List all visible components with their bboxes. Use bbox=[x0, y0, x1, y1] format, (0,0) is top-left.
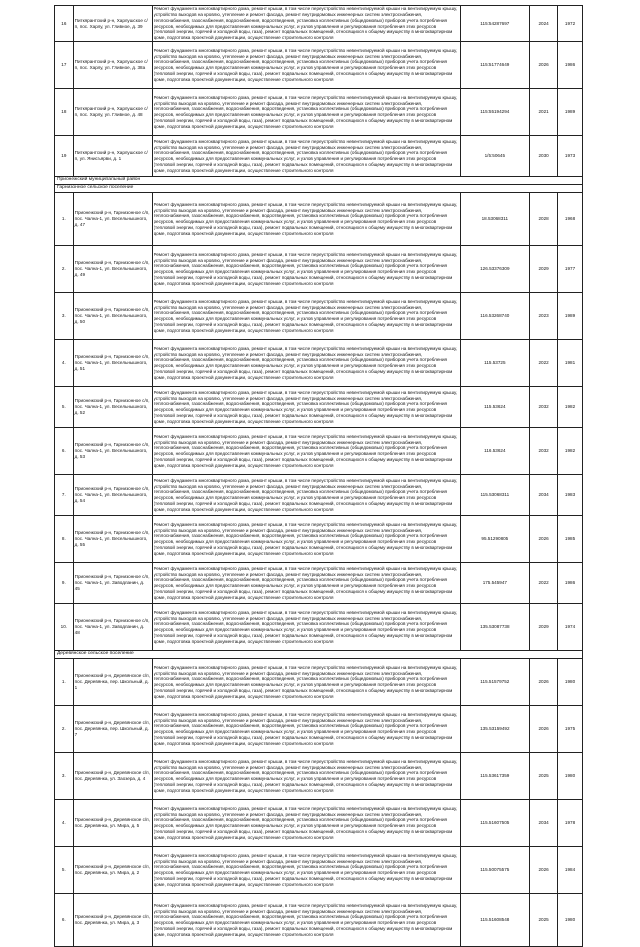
planned-year: 2026 bbox=[530, 659, 558, 706]
row-number: 1. bbox=[55, 659, 74, 706]
cost-value: 115.51607505 bbox=[460, 800, 530, 847]
planned-year: 2022 bbox=[530, 563, 558, 604]
cost-value: 115.51608548 bbox=[460, 894, 530, 947]
table-row bbox=[55, 475, 583, 516]
table-row bbox=[55, 428, 583, 475]
works-description bbox=[152, 428, 460, 475]
build-year: 1982 bbox=[558, 428, 583, 475]
house-address: Прионежский р-н, Деревянское с/п, пос. Деревянка, ул. Мира, д. 2 bbox=[73, 847, 152, 894]
works-description bbox=[152, 847, 460, 894]
table-row bbox=[55, 293, 583, 340]
works-description-text: Ремонт фундамента многоквартирного дома, ремонт крыши, в том числе переустройство невентилируемой крыши на вентилируемую крышу, устройство выходов на кровлю, утепление и ремонт фасада, ремонт внутридомовых инженерных систем электроснабжения, теплоснабжения, газоснабжения, водоснабжения, водоотведения, установка коллективных (общедомовых) приборов учета потребления ресурсов, необходимых для предоставления коммунальных услуг, и узлов управления и регулирования потребления этих ресурсов (тепловой энергии, горячей и холодной воды, газа), ремонт подвальных помещений, относящихся к общему имуществу в многоквартирном доме, подготовка проектной документации, осуществление строительного контроля bbox=[153, 521, 458, 556]
table-row bbox=[55, 604, 583, 651]
table-row bbox=[55, 516, 583, 563]
row-number: 18 bbox=[55, 89, 74, 136]
cost-value: 115:54287697 bbox=[460, 6, 530, 42]
build-year: 1975 bbox=[558, 706, 583, 753]
table-row bbox=[55, 42, 583, 89]
cost-value: 135.53159492 bbox=[460, 706, 530, 753]
house-address: Питкярантский р-н, Харлушское с/п, пос. Харлу, ул. Гливное, д. 38а bbox=[73, 42, 152, 89]
works-description-text: Ремонт фундамента многоквартирного дома, ремонт крыши, в том числе переустройство невентилируемой крыши на вентилируемую крышу, устройство выходов на кровлю, утепление и ремонт фасада, ремонт внутридомовых инженерных систем электроснабжения, теплоснабжения, газоснабжения, водоснабжения, водоотведения, установка коллективных (общедомовых) приборов учета потребления ресурсов, необходимых для предоставления коммунальных услуг, и узлов управления и регулирования потребления этих ресурсов (тепловой энергии, горячей и холодной воды, газа), ремонт подвальных помещений, относящихся к общему имуществу в многоквартирном доме, подготовка проектной документации, осуществление строительного контроля bbox=[153, 389, 458, 424]
build-year: 1973 bbox=[558, 136, 583, 177]
row-number: 5. bbox=[55, 387, 74, 428]
house-address: Прионежский р-н, Деревянское с/п, пос. Деревянка, пер. Школьный, д. 1 bbox=[73, 659, 152, 706]
house-address: Прионежский р-н, Гарнизонное с/п, пос. Чална-1, ул. Заводланин, д. 45 bbox=[73, 563, 152, 604]
build-year: 1986 bbox=[558, 563, 583, 604]
works-description bbox=[152, 42, 460, 89]
row-number: 3. bbox=[55, 753, 74, 800]
section-heading: Деревянское сельское поселение bbox=[55, 651, 583, 659]
works-description-text: Ремонт фундамента многоквартирного дома, ремонт крыши, в том числе переустройство невентилируемой крыши на вентилируемую крышу, устройство выходов на кровлю, утепление и ремонт фасада, ремонт внутридомовых инженерных систем электроснабжения, теплоснабжения, газоснабжения, водоснабжения, водоотведения, установка коллективных (общедомовых) приборов учета потребления ресурсов, необходимых для предоставления коммунальных услуг, и узлов управления и регулирования потребления этих ресурсов (тепловой энергии, горячей и холодной воды, газа), ремонт подвальных помещений, относящихся к общему имуществу в многоквартирном доме, подготовка проектной документации, осуществление строительного контроля bbox=[153, 298, 458, 333]
works-description-text: Ремонт фундамента многоквартирного дома, ремонт крыши, в том числе переустройство невентилируемой крыши на вентилируемую крышу, устройство выходов на кровлю, утепление и ремонт фасада, ремонт внутридомовых инженерных систем электроснабжения, теплоснабжения, газоснабжения, водоснабжения, водоотведения, установка коллективных (общедомовых) приборов учета потребления ресурсов, необходимых для предоставления коммунальных услуг, и узлов управления и регулирования потребления этих ресурсов (тепловой энергии, горячей и холодной воды, газа), ремонт подвальных помещений, относящихся к общему имуществу в многоквартирном доме, подготовка проектной документации, осуществление строительного контроля bbox=[153, 805, 458, 840]
row-number: 16 bbox=[55, 6, 74, 42]
build-year: 1982 bbox=[558, 387, 583, 428]
planned-year: 2034 bbox=[530, 475, 558, 516]
works-description bbox=[152, 659, 460, 706]
cost-value: 115.53617359 bbox=[460, 753, 530, 800]
table-row bbox=[55, 246, 583, 293]
table-row bbox=[55, 894, 583, 947]
house-address: Прионежский р-н, Гарнизонное с/п, пос. Чална-1, ул. Заводланин, д. 48 bbox=[73, 604, 152, 651]
capital-repair-register-table bbox=[54, 5, 583, 947]
planned-year: 2023 bbox=[530, 293, 558, 340]
works-description bbox=[152, 293, 460, 340]
works-description-text: Ремонт фундамента многоквартирного дома, ремонт крыши, в том числе переустройство невентилируемой крыши на вентилируемую крышу, устройство выходов на кровлю, утепление и ремонт фасада, ремонт внутридомовых инженерных систем электроснабжения, теплоснабжения, газоснабжения, водоснабжения, водоотведения, установка коллективных (общедомовых) приборов учета потребления ресурсов, необходимых для предоставления коммунальных услуг, и узлов управления и регулирования потребления этих ресурсов (тепловой энергии, горячей и холодной воды, газа), ремонт подвальных помещений, относящихся к общему имуществу в многоквартирном доме, подготовка проектной документации, осуществление строительного контроля bbox=[153, 47, 458, 82]
works-description-text: Ремонт фундамента многоквартирного дома, ремонт крыши, в том числе переустройство невентилируемой крыши на вентилируемую крышу, устройство выходов на кровлю, утепление и ремонт фасада, ремонт внутридомовых инженерных систем электроснабжения, теплоснабжения, газоснабжения, водоснабжения, водоотведения, установка коллективных (общедомовых) приборов учета потребления ресурсов, необходимых для предоставления коммунальных услуг, и узлов управления и регулирования потребления этих ресурсов (тепловой энергии, горячей и холодной воды, газа), ремонт подвальных помещений, относящихся к общему имуществу в многоквартирном доме, подготовка проектной документации, осуществление строительного контроля bbox=[153, 201, 458, 236]
works-description bbox=[152, 563, 460, 604]
planned-year: 2028 bbox=[530, 193, 558, 246]
build-year: 1980 bbox=[558, 659, 583, 706]
row-number: 5. bbox=[55, 847, 74, 894]
row-number: 1. bbox=[55, 193, 74, 246]
house-address: Прионежский р-н, Деревянское с/п, пос. Деревянка, ул. Мира, д. 3 bbox=[73, 894, 152, 947]
build-year: 1989 bbox=[558, 89, 583, 136]
table-row bbox=[55, 659, 583, 706]
planned-year: 2025 bbox=[530, 894, 558, 947]
register-table-page bbox=[54, 5, 583, 947]
works-description bbox=[152, 136, 460, 177]
works-description bbox=[152, 604, 460, 651]
table-row bbox=[55, 563, 583, 604]
planned-year: 2026 bbox=[530, 706, 558, 753]
section-heading-row bbox=[55, 651, 583, 659]
planned-year: 2026 bbox=[530, 516, 558, 563]
planned-year: 2022 bbox=[530, 340, 558, 387]
works-description bbox=[152, 475, 460, 516]
works-description-text: Ремонт фундамента многоквартирного дома, ремонт крыши, в том числе переустройство невентилируемой крыши на вентилируемую крышу, устройство выходов на кровлю, утепление и ремонт фасада, ремонт внутридомовых инженерных систем электроснабжения, теплоснабжения, газоснабжения, водоснабжения, водоотведения, установка коллективных (общедомовых) приборов учета потребления ресурсов, необходимых для предоставления коммунальных услуг, и узлов управления и регулирования потребления этих ресурсов (тепловой энергии, горячей и холодной воды, газа), ремонт подвальных помещений, относящихся к общему имуществу в многоквартирном доме, подготовка проектной документации, осуществление строительного контроля bbox=[153, 138, 458, 173]
table-row bbox=[55, 847, 583, 894]
house-address: Прионежский р-н, Гарнизонное с/п, пос. Чална-1, ул. Весельнышного, д. 52 bbox=[73, 387, 152, 428]
cost-value: 115.53068311 bbox=[460, 475, 530, 516]
planned-year: 2032 bbox=[530, 387, 558, 428]
house-address: Прионежский р-н, Гарнизонное с/п, пос. Чална-1, ул. Весельнышного, д. 55 bbox=[73, 516, 152, 563]
planned-year: 2030 bbox=[530, 136, 558, 177]
works-description-text: Ремонт фундамента многоквартирного дома, ремонт крыши, в том числе переустройство невентилируемой крыши на вентилируемую крышу, устройство выходов на кровлю, утепление и ремонт фасада, ремонт внутридомовых инженерных систем электроснабжения, теплоснабжения, газоснабжения, водоснабжения, водоотведения, установка коллективных (общедомовых) приборов учета потребления ресурсов, необходимых для предоставления коммунальных услуг, и узлов управления и регулирования потребления этих ресурсов (тепловой энергии, горячей и холодной воды, газа), ремонт подвальных помещений, относящихся к общему имуществу в многоквартирном доме, подготовка проектной документации, осуществление строительного контроля bbox=[153, 345, 458, 380]
cost-value: 175.545947 bbox=[460, 563, 530, 604]
build-year: 1980 bbox=[558, 753, 583, 800]
planned-year: 2021 bbox=[530, 89, 558, 136]
works-description-text: Ремонт фундамента многоквартирного дома, ремонт крыши, в том числе переустройство невентилируемой крыши на вентилируемую крышу, устройство выходов на кровлю, утепление и ремонт фасада, ремонт внутридомовых инженерных систем электроснабжения, теплоснабжения, газоснабжения, водоснабжения, водоотведения, установка коллективных (общедомовых) приборов учета потребления ресурсов, необходимых для предоставления коммунальных услуг, и узлов управления и регулирования потребления этих ресурсов (тепловой энергии, горячей и холодной воды, газа), ремонт подвальных помещений, относящихся к общему имуществу в многоквартирном доме, подготовка проектной документации, осуществление строительного контроля bbox=[153, 852, 458, 887]
works-description-text: Ремонт фундамента многоквартирного дома, ремонт крыши, в том числе переустройство невентилируемой крыши на вентилируемую крышу, устройство выходов на кровлю, утепление и ремонт фасада, ремонт внутридомовых инженерных систем электроснабжения, теплоснабжения, газоснабжения, водоснабжения, водоотведения, установка коллективных (общедомовых) приборов учета потребления ресурсов, необходимых для предоставления коммунальных услуг, и узлов управления и регулирования потребления этих ресурсов (тепловой энергии, горячей и холодной воды, газа), ремонт подвальных помещений, относящихся к общему имуществу в многоквартирном доме, подготовка проектной документации, осуществление строительного контроля bbox=[153, 609, 458, 644]
works-description-text: Ремонт фундамента многоквартирного дома, ремонт крыши, в том числе переустройство невентилируемой крыши на вентилируемую крышу, устройство выходов на кровлю, утепление и ремонт фасада, ремонт внутридомовых инженерных систем электроснабжения, теплоснабжения, газоснабжения, водоснабжения, водоотведения, установка коллективных (общедомовых) приборов учета потребления ресурсов, необходимых для предоставления коммунальных услуг, и узлов управления и регулирования потребления этих ресурсов (тепловой энергии, горячей и холодной воды, газа), ремонт подвальных помещений, относящихся к общему имуществу в многоквартирном доме, подготовка проектной документации, осуществление строительного контроля bbox=[153, 433, 458, 468]
works-description bbox=[152, 193, 460, 246]
cost-value: 116.53268740 bbox=[460, 293, 530, 340]
row-number: 4. bbox=[55, 340, 74, 387]
cost-value: 95.51290805 bbox=[460, 516, 530, 563]
cost-value: 115:55194294 bbox=[460, 89, 530, 136]
build-year: 1981 bbox=[558, 340, 583, 387]
cost-value: 115:51774649 bbox=[460, 42, 530, 89]
works-description-text: Ремонт фундамента многоквартирного дома, ремонт крыши, в том числе переустройство невентилируемой крыши на вентилируемую крышу, устройство выходов на кровлю, утепление и ремонт фасада, ремонт внутридомовых инженерных систем электроснабжения, теплоснабжения, газоснабжения, водоснабжения, водоотведения, установка коллективных (общедомовых) приборов учета потребления ресурсов, необходимых для предоставления коммунальных услуг, и узлов управления и регулирования потребления этих ресурсов (тепловой энергии, горячей и холодной воды, газа), ремонт подвальных помещений, относящихся к общему имуществу в многоквартирном доме, подготовка проектной документации, осуществление строительного контроля bbox=[153, 477, 458, 512]
build-year: 1968 bbox=[558, 193, 583, 246]
build-year: 1978 bbox=[558, 800, 583, 847]
planned-year: 2029 bbox=[530, 604, 558, 651]
works-description-text: Ремонт фундамента многоквартирного дома, ремонт крыши, в том числе переустройство невентилируемой крыши на вентилируемую крышу, устройство выходов на кровлю, утепление и ремонт фасада, ремонт внутридомовых инженерных систем электроснабжения, теплоснабжения, газоснабжения, водоснабжения, водоотведения, установка коллективных (общедомовых) приборов учета потребления ресурсов, необходимых для предоставления коммунальных услуг, и узлов управления и регулирования потребления этих ресурсов (тепловой энергии, горячей и холодной воды, газа), ремонт подвальных помещений, относящихся к общему имуществу в многоквартирном доме, подготовка проектной документации, осуществление строительного контроля bbox=[153, 758, 458, 793]
table-row bbox=[55, 753, 583, 800]
house-address: Прионежский р-н, Гарнизонное с/п, пос. Чална-1, ул. Весельнышного, д. 47 bbox=[73, 193, 152, 246]
house-address: Прионежский р-н, Гарнизонное с/п, пос. Чална-1, ул. Весельнышного, д. 53 bbox=[73, 428, 152, 475]
works-description bbox=[152, 800, 460, 847]
row-number: 3. bbox=[55, 293, 74, 340]
cost-value: 18.53068311 bbox=[460, 193, 530, 246]
build-year: 1989 bbox=[558, 293, 583, 340]
planned-year: 2026 bbox=[530, 847, 558, 894]
table-row bbox=[55, 136, 583, 177]
section-subheading-row bbox=[55, 185, 583, 193]
table-row bbox=[55, 340, 583, 387]
cost-value: 135.53087738 bbox=[460, 604, 530, 651]
row-number: 8. bbox=[55, 516, 74, 563]
build-year: 1972 bbox=[558, 6, 583, 42]
row-number: 2. bbox=[55, 706, 74, 753]
works-description bbox=[152, 246, 460, 293]
house-address: Прионежский р-н, Деревянское с/п, пос. Деревянка, пер. Школьный, д. 7 bbox=[73, 706, 152, 753]
section-heading-row bbox=[55, 177, 583, 185]
row-number: 6. bbox=[55, 894, 74, 947]
works-description bbox=[152, 387, 460, 428]
row-number: 2. bbox=[55, 246, 74, 293]
house-address: Прионежский р-н, Гарнизонное с/п, пос. Чална-1, ул. Весельнышного, д. 49 bbox=[73, 246, 152, 293]
cost-value: 115.50075575 bbox=[460, 847, 530, 894]
house-address: Питкярантский р-н, Харлушское с/п, ул. Янисъярви, д. 1 bbox=[73, 136, 152, 177]
build-year: 1974 bbox=[558, 604, 583, 651]
register-table-body bbox=[55, 6, 583, 947]
row-number: 17 bbox=[55, 42, 74, 89]
planned-year: 2034 bbox=[530, 800, 558, 847]
section-subheading: Гарнизонное сельское поселение bbox=[55, 185, 583, 193]
cost-value: 115.53725 bbox=[460, 340, 530, 387]
works-description bbox=[152, 706, 460, 753]
build-year: 1977 bbox=[558, 246, 583, 293]
row-number: 4. bbox=[55, 800, 74, 847]
works-description-text: Ремонт фундамента многоквартирного дома, ремонт крыши, в том числе переустройство невентилируемой крыши на вентилируемую крышу, устройство выходов на кровлю, утепление и ремонт фасада, ремонт внутридомовых инженерных систем электроснабжения, теплоснабжения, газоснабжения, водоснабжения, водоотведения, установка коллективных (общедомовых) приборов учета потребления ресурсов, необходимых для предоставления коммунальных услуг, и узлов управления и регулирования потребления этих ресурсов (тепловой энергии, горячей и холодной воды, газа), ремонт подвальных помещений, относящихся к общему имуществу в многоквартирном доме, подготовка проектной документации, осуществление строительного контроля bbox=[153, 902, 458, 937]
house-address: Питкярантский р-н, Харлушское с/п, пос. Харлу, ул. Гливное, д. 39 bbox=[73, 6, 152, 42]
planned-year: 2024 bbox=[530, 6, 558, 42]
build-year: 1985 bbox=[558, 516, 583, 563]
table-row bbox=[55, 387, 583, 428]
table-row bbox=[55, 800, 583, 847]
row-number: 7. bbox=[55, 475, 74, 516]
row-number: 10. bbox=[55, 604, 74, 651]
cost-value: 115.53624 bbox=[460, 387, 530, 428]
works-description bbox=[152, 6, 460, 42]
build-year: 1986 bbox=[558, 42, 583, 89]
row-number: 9. bbox=[55, 563, 74, 604]
build-year: 1983 bbox=[558, 475, 583, 516]
section-heading: Прионежский муниципальный район bbox=[55, 177, 583, 185]
house-address: Прионежский р-н, Деревянское с/п, пос. Деревянка, ул. Заозера, д. 4 bbox=[73, 753, 152, 800]
cost-value: 126.53376309 bbox=[460, 246, 530, 293]
cost-value: 116.53624 bbox=[460, 428, 530, 475]
works-description-text: Ремонт фундамента многоквартирного дома, ремонт крыши, в том числе переустройство невентилируемой крыши на вентилируемую крышу, устройство выходов на кровлю, утепление и ремонт фасада, ремонт внутридомовых инженерных систем электроснабжения, теплоснабжения, газоснабжения, водоснабжения, водоотведения, установка коллективных (общедомовых) приборов учета потребления ресурсов, необходимых для предоставления коммунальных услуг, и узлов управления и регулирования потребления этих ресурсов (тепловой энергии, горячей и холодной воды, газа), ремонт подвальных помещений, относящихся к общему имуществу в многоквартирном доме, подготовка проектной документации, осуществление строительного контроля bbox=[153, 94, 458, 129]
house-address: Прионежский р-н, Деревянское с/п, пос. Деревянка, ул. Мира, д. 5 bbox=[73, 800, 152, 847]
works-description bbox=[152, 894, 460, 947]
works-description-text: Ремонт фундамента многоквартирного дома, ремонт крыши, в том числе переустройство невентилируемой крыши на вентилируемую крышу, устройство выходов на кровлю, утепление и ремонт фасада, ремонт внутридомовых инженерных систем электроснабжения, теплоснабжения, газоснабжения, водоснабжения, водоотведения, установка коллективных (общедомовых) приборов учета потребления ресурсов, необходимых для предоставления коммунальных услуг, и узлов управления и регулирования потребления этих ресурсов (тепловой энергии, горячей и холодной воды, газа), ремонт подвальных помещений, относящихся к общему имуществу в многоквартирном доме, подготовка проектной документации, осуществление строительного контроля bbox=[153, 664, 458, 699]
build-year: 1984 bbox=[558, 847, 583, 894]
works-description-text: Ремонт фундамента многоквартирного дома, ремонт крыши, в том числе переустройство невентилируемой крыши на вентилируемую крышу, устройство выходов на кровлю, утепление и ремонт фасада, ремонт внутридомовых инженерных систем электроснабжения, теплоснабжения, газоснабжения, водоснабжения, водоотведения, установка коллективных (общедомовых) приборов учета потребления ресурсов, необходимых для предоставления коммунальных услуг, и узлов управления и регулирования потребления этих ресурсов (тепловой энергии, горячей и холодной воды, газа), ремонт подвальных помещений, относящихся к общему имуществу в многоквартирном доме, подготовка проектной документации, осуществление строительного контроля bbox=[153, 711, 458, 746]
row-number: 19 bbox=[55, 136, 74, 177]
table-row bbox=[55, 706, 583, 753]
house-address: Питкярантский р-н, Харлушское с/п, пос. Харлу, ул. Гливное, д. 48 bbox=[73, 89, 152, 136]
works-description bbox=[152, 340, 460, 387]
planned-year: 2032 bbox=[530, 428, 558, 475]
table-row bbox=[55, 89, 583, 136]
works-description bbox=[152, 516, 460, 563]
build-year: 1980 bbox=[558, 894, 583, 947]
row-number: 6. bbox=[55, 428, 74, 475]
planned-year: 2029 bbox=[530, 246, 558, 293]
works-description bbox=[152, 89, 460, 136]
table-row bbox=[55, 6, 583, 42]
table-row bbox=[55, 193, 583, 246]
works-description-text: Ремонт фундамента многоквартирного дома, ремонт крыши, в том числе переустройство невентилируемой крыши на вентилируемую крышу, устройство выходов на кровлю, утепление и ремонт фасада, ремонт внутридомовых инженерных систем электроснабжения, теплоснабжения, газоснабжения, водоснабжения, водоотведения, установка коллективных (общедомовых) приборов учета потребления ресурсов, необходимых для предоставления коммунальных услуг, и узлов управления и регулирования потребления этих ресурсов (тепловой энергии, горячей и холодной воды, газа), ремонт подвальных помещений, относящихся к общему имуществу в многоквартирном доме, подготовка проектной документации, осуществление строительного контроля bbox=[153, 6, 458, 40]
house-address: Прионежский р-н, Гарнизонное с/п, пос. Чална-1, ул. Весельнышного, д. 54 bbox=[73, 475, 152, 516]
planned-year: 2026 bbox=[530, 42, 558, 89]
works-description bbox=[152, 753, 460, 800]
planned-year: 2025 bbox=[530, 753, 558, 800]
cost-value: 115.51579752 bbox=[460, 659, 530, 706]
works-description-text: Ремонт фундамента многоквартирного дома, ремонт крыши, в том числе переустройство невентилируемой крыши на вентилируемую крышу, устройство выходов на кровлю, утепление и ремонт фасада, ремонт внутридомовых инженерных систем электроснабжения, теплоснабжения, газоснабжения, водоснабжения, водоотведения, установка коллективных (общедомовых) приборов учета потребления ресурсов, необходимых для предоставления коммунальных услуг, и узлов управления и регулирования потребления этих ресурсов (тепловой энергии, горячей и холодной воды, газа), ремонт подвальных помещений, относящихся к общему имуществу в многоквартирном доме, подготовка проектной документации, осуществление строительного контроля bbox=[153, 565, 458, 600]
cost-value: 1/5:50645 bbox=[460, 136, 530, 177]
works-description-text: Ремонт фундамента многоквартирного дома, ремонт крыши, в том числе переустройство невентилируемой крыши на вентилируемую крышу, устройство выходов на кровлю, утепление и ремонт фасада, ремонт внутридомовых инженерных систем электроснабжения, теплоснабжения, газоснабжения, водоснабжения, водоотведения, установка коллективных (общедомовых) приборов учета потребления ресурсов, необходимых для предоставления коммунальных услуг, и узлов управления и регулирования потребления этих ресурсов (тепловой энергии, горячей и холодной воды, газа), ремонт подвальных помещений, относящихся к общему имуществу в многоквартирном доме, подготовка проектной документации, осуществление строительного контроля bbox=[153, 251, 458, 286]
house-address: Прионежский р-н, Гарнизонное с/п, пос. Чална-1, ул. Весельнышного, д. 51 bbox=[73, 340, 152, 387]
house-address: Прионежский р-н, Гарнизонное с/п, пос. Чална-1, ул. Весельнышного, д. 50 bbox=[73, 293, 152, 340]
